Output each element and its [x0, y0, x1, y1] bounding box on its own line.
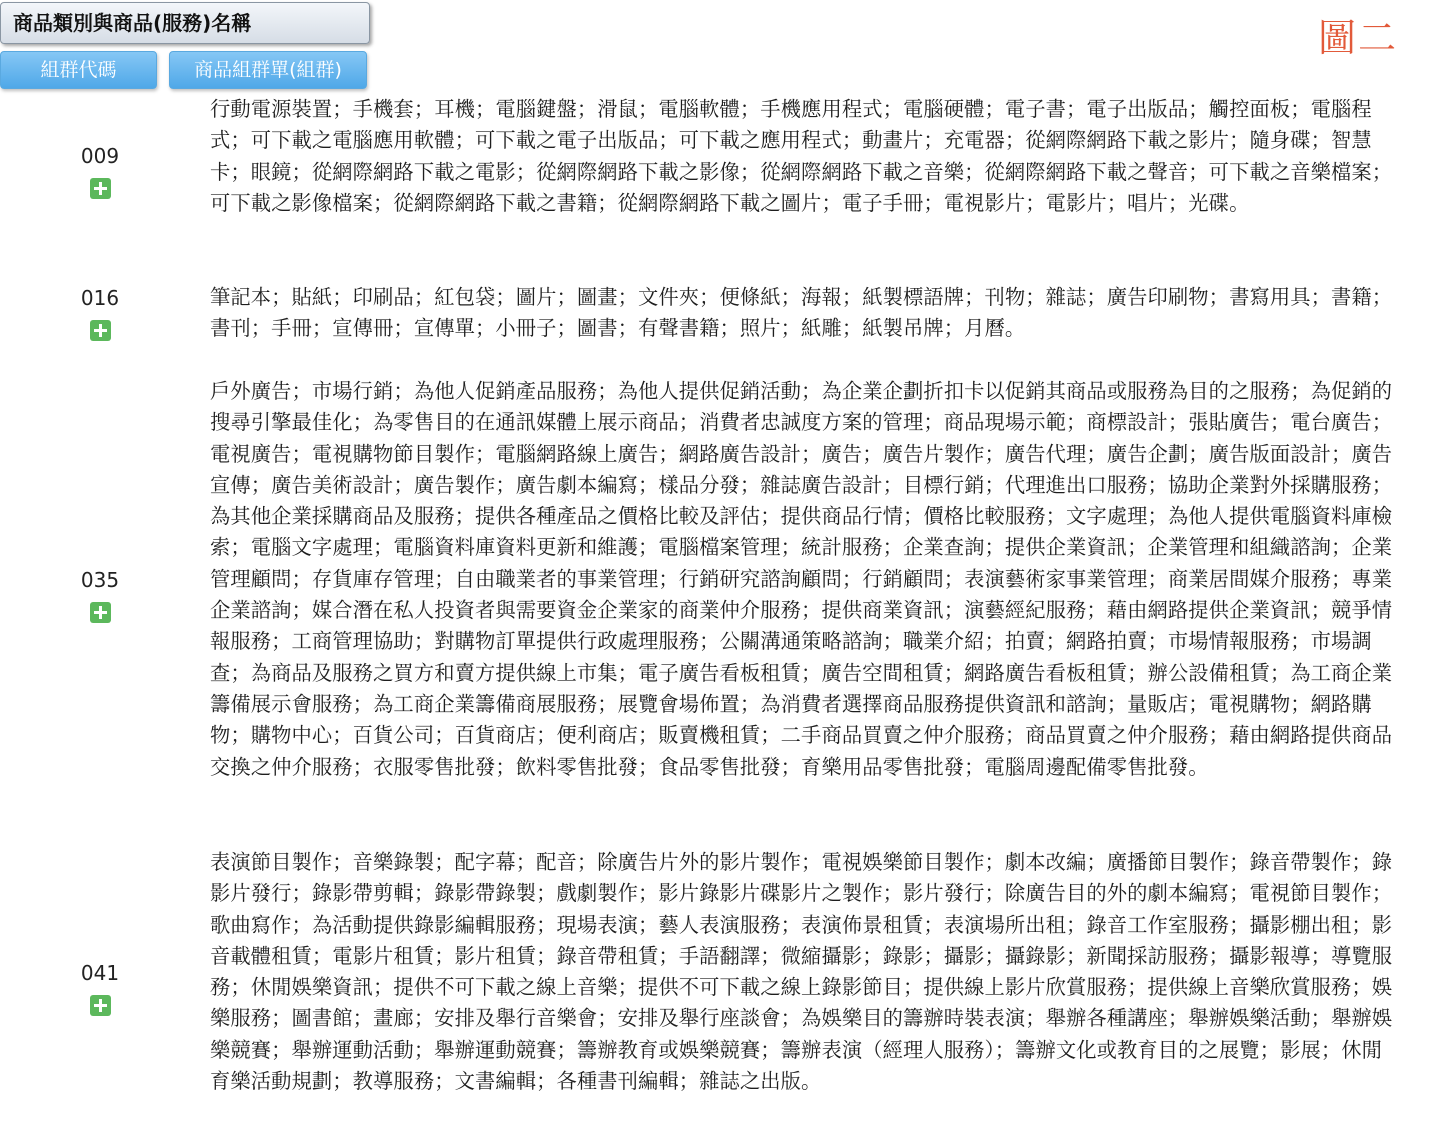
- figure-label: 圖二: [1318, 16, 1399, 60]
- group-code: 009: [80, 144, 120, 168]
- group-code-cell: [70, 144, 130, 199]
- group-items-text: 筆記本；貼紙；印刷品；紅包袋；圖片；圖畫；文件夾；便條紙；海報；紙製標語牌；刊物；雜誌；廣告印刷物；書寫用具；書籍；書刊；手冊；宣傳冊；宣傳單；小冊子；圖書；有聲書籍；照片；紙雕；紙製吊牌；月曆。: [210, 285, 1393, 341]
- expand-plus-icon[interactable]: [90, 995, 111, 1016]
- product-group-list-tab[interactable]: 商品組群單(組群): [169, 51, 367, 89]
- group-code-cell: [70, 961, 130, 1016]
- group-items-text: 表演節目製作；音樂錄製；配字幕；配音；除廣告片外的影片製作；電視娛樂節目製作；劇本改編；廣播節目製作；錄音帶製作；錄影片發行；錄影帶剪輯；錄影帶錄製；戲劇製作；影片錄影片碟影片之製作；影片發行；除廣告目的外的劇本編寫；電視節目製作；歌曲寫作；為活動提供錄影編輯服務；現場表演；藝人表演服務；表演佈景租賃；表演場所出租；錄音工作室服務；攝影棚出租；影音載體租賃；電影片租賃；影片租賃；錄音帶租賃；手語翻譯；微縮攝影；錄影；攝影；攝錄影；新聞採訪服務；攝影報導；導覽服務；休閒娛樂資訊；提供不可下載之線上音樂；提供不可下載之線上錄影節目；提供線上影片欣賞服務；提供線上音樂欣賞服務；娛樂服務；圖書館；畫廊；安排及舉行音樂會；安排及舉行座談會；為娛樂目的籌辦時裝表演；舉辦各種講座；舉辦娛樂活動；舉辦娛樂競賽；舉辦運動活動；舉辦運動競賽；籌辦教育或娛樂競賽；籌辦表演（經理人服務）；籌辦文化或教育目的之展覽；影展；休閒育樂活動規劃；教導服務；文書編輯；各種書刊編輯；雜誌之出版。: [210, 850, 1393, 1094]
- group-code-cell: [70, 286, 130, 341]
- expand-plus-icon[interactable]: [90, 602, 111, 623]
- page-title-tab: 商品類別與商品(服務)名稱: [0, 2, 370, 44]
- group-code: 041: [80, 961, 120, 985]
- expand-plus-icon[interactable]: [90, 178, 111, 199]
- group-code: 016: [80, 286, 120, 310]
- group-code-tab[interactable]: 組群代碼: [0, 51, 157, 89]
- expand-plus-icon[interactable]: [90, 320, 111, 341]
- group-items-text: 行動電源裝置；手機套；耳機；電腦鍵盤；滑鼠；電腦軟體；手機應用程式；電腦硬體；電子書；電子出版品；觸控面板；電腦程式；可下載之電腦應用軟體；可下載之電子出版品；可下載之應用程式；動畫片；充電器；從網際網路下載之影片；隨身碟；智慧卡；眼鏡；從網際網路下載之電影；從網際網路下載之影像；從網際網路下載之音樂；從網際網路下載之聲音；可下載之音樂檔案；可下載之影像檔案；從網際網路下載之書籍；從網際網路下載之圖片；電子手冊；電視影片；電影片；唱片；光碟。: [210, 97, 1393, 215]
- group-code: 035: [80, 568, 120, 592]
- group-code-cell: [70, 568, 130, 623]
- group-items-text: 戶外廣告；市場行銷；為他人促銷產品服務；為他人提供促銷活動；為企業企劃折扣卡以促銷其商品或服務為目的之服務；為促銷的搜尋引擎最佳化；為零售目的在通訊媒體上展示商品；消費者忠誠度方案的管理；商品現場示範；商標設計；張貼廣告；電台廣告；電視廣告；電視購物節目製作；電腦網路線上廣告；網路廣告設計；廣告；廣告片製作；廣告代理；廣告企劃；廣告版面設計；廣告宣傳；廣告美術設計；廣告製作；廣告劇本編寫；樣品分發；雜誌廣告設計；目標行銷；代理進出口服務；協助企業對外採購服務；為其他企業採購商品及服務；提供各種產品之價格比較及評估；提供商品行情；價格比較服務；文字處理；為他人提供電腦資料庫檢索；電腦文字處理；電腦資料庫資料更新和維護；電腦檔案管理；統計服務；企業查詢；提供企業資訊；企業管理和組織諮詢；企業管理顧問；存貨庫存管理；自由職業者的事業管理；行銷研究諮詢顧問；行銷顧問；表演藝術家事業管理；商業居間媒介服務；專業企業諮詢；媒合潛在私人投資者與需要資金企業家的商業仲介服務；提供商業資訊；演藝經紀服務；藉由網路提供企業資訊；競爭情報服務；工商管理協助；對購物訂單提供行政處理服務；公關溝通策略諮詢；職業介紹；拍賣；網路拍賣；市場情報服務；市場調查；為商品及服務之買方和賣方提供線上市集；電子廣告看板租賃；廣告空間租賃；網路廣告看板租賃；辦公設備租賃；為工商企業籌備展示會服務；為工商企業籌備商展服務；展覽會場佈置；為消費者選擇商品服務提供資訊和諮詢；量販店；電視購物；網路購物；購物中心；百貨公司；百貨商店；便利商店；販賣機租賃；二手商品買賣之仲介服務；商品買賣之仲介服務；藉由網路提供商品交換之仲介服務；衣服零售批發；飲料零售批發；食品零售批發；育樂用品零售批發；電腦周邊配備零售批發。: [210, 379, 1393, 779]
